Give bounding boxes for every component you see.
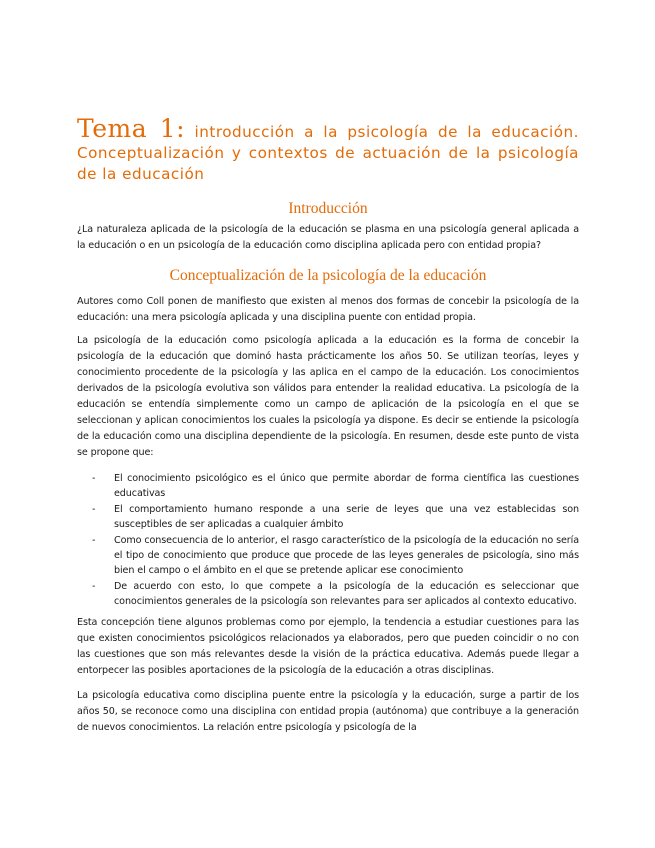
list-item-text: El comportamiento humano responde a una serie de leyes que una vez establecidas son susceptibles de ser aplicadas a cualquier ámbito [114,504,579,531]
bullet-dash: - [92,473,96,484]
bullet-list [77,471,579,610]
list-item [77,533,579,579]
heading-conceptualizacion: Conceptualización de la psicología de la educación [169,267,487,284]
bullet-dash: - [92,535,96,546]
paragraph-coll: Autores como Coll ponen de manifiesto que existen al menos dos formas de concebir la psicología de la educación: una mera psicología aplicada y una disciplina puente con entidad propia. [77,296,579,323]
list-item-text: El conocimiento psicológico es el único que permite abordar de forma científica las cuestiones educativas [114,473,579,500]
paragraph-problemas: Esta concepción tiene algunos problemas como por ejemplo, la tendencia a estudiar cuestiones para las que existen conocimientos psicológicos relacionados ya elaborados, pero que pueden coincidir o no con las cuestiones que son más relevantes desde la visión de la práctica educativa. Además puede llegar a entorpecer las posibles aportaciones de la psicología de la educación a otras disciplinas. [77,616,579,676]
title-tema: Tema 1: [77,114,186,143]
list-item-text: De acuerdo con esto, lo que compete a la psicología de la educación es seleccionar que conocimientos generales de la psicología son relevantes para ser aplicados al contexto educativo. [114,581,579,608]
intro-paragraph: ¿La naturaleza aplicada de la psicología de la educación se plasma en una psicología general aplicada a la educación o en un psicología de la educación como disciplina aplicada pero con entidad propia? [77,224,579,251]
bullet-dash: - [92,504,96,515]
list-item [77,579,579,609]
heading-introduccion: Introducción [288,200,368,217]
bullet-dash: - [92,581,96,593]
paragraph-psicologia-aplicada: La psicología de la educación como psicología aplicada a la educación es la forma de concebir la psicología de la educación que dominó hasta prácticamente los años 50. Se utilizan teorías, leyes y conocimiento procedente de la psicología y las aplica en el campo de la educación. Los conocimientos derivados de la psicología evolutiva son válidos para entender la realidad educativa. La psicología de la educación se entendía simplemente como un campo de aplicación de la psicología en el que se seleccionan y aplican conocimientos los cuales la psicología ya dispone. Es decir se entiende la psicología de la educación como una disciplina dependiente de la psicología. En resumen, desde este punto de vista se propone que: [77,335,579,458]
list-item [77,471,579,501]
paragraph-disciplina-puente: La psicología educativa como disciplina puente entre la psicología y la educación, surge a partir de los años 50, se reconoce como una disciplina con entidad propia (autónoma) que contribuye a la generación de nuevos conocimientos. La relación entre psicología y psicología de la [77,689,579,733]
list-item [77,502,579,532]
list-item-text: Como consecuencia de lo anterior, el rasgo característico de la psicología de la educación no sería el tipo de conocimiento que produce que procede de las leyes generales de psicología, sino más bien el campo o el ámbito en el que se pretende aplicar ese conocimiento [114,535,579,577]
title-rest: introducción a la psicología de la educación. Conceptualización y contextos de actuación de la psicología de la educación [77,123,579,183]
document-title [77,114,579,185]
